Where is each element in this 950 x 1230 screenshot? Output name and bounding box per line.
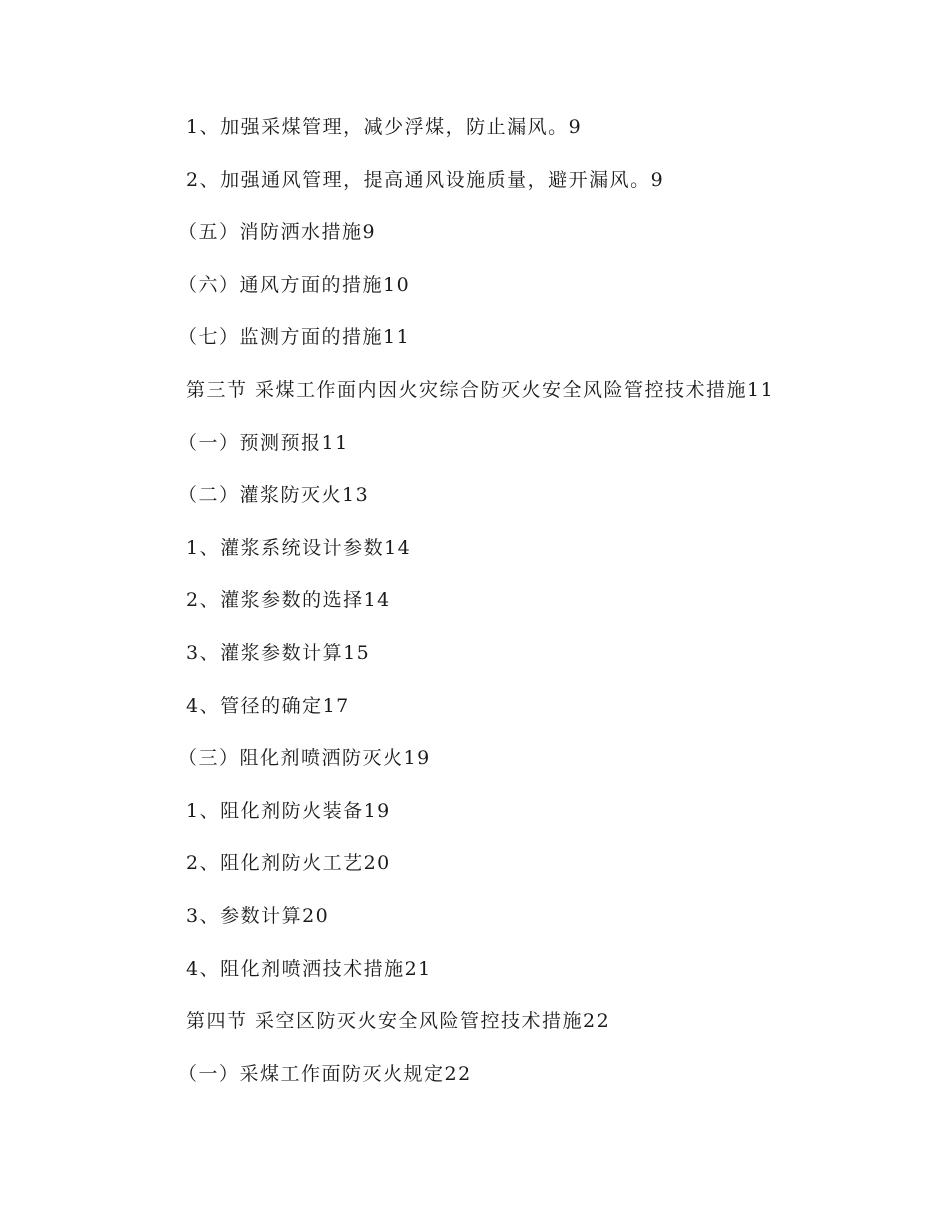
toc-entry: 2、灌浆参数的选择14 [186,589,391,612]
toc-section-heading: 第三节 采煤工作面内因火灾综合防灭火安全风险管控技术措施11 [186,378,775,401]
toc-entry: 1、加强采煤管理，减少浮煤，防止漏风。9 [186,116,583,138]
toc-entry: 3、参数计算20 [186,904,330,927]
toc-entry: 3、灌浆参数计算15 [186,641,371,664]
toc-entry: 1、灌浆系统设计参数14 [186,536,412,559]
toc-entry: （一）采煤工作面防灭火规定22 [178,1062,472,1085]
toc-entry: （二）灌浆防灭火13 [178,484,370,507]
toc-entry: （三）阻化剂喷洒防灭火19 [178,747,431,770]
toc-entry: 2、阻化剂防火工艺20 [186,852,391,875]
toc-entry: （一）预测预报11 [178,431,349,454]
toc-entry: （五）消防洒水措施9 [178,221,377,244]
toc-section-heading: 第四节 采空区防灭火安全风险管控技术措施22 [186,1010,611,1033]
toc-entry: 2、加强通风管理，提高通风设施质量，避开漏风。9 [186,168,665,191]
toc-entry: （六）通风方面的措施10 [178,273,411,296]
toc-entry: 4、阻化剂喷洒技术措施21 [186,957,432,980]
toc-entry: 4、管径的确定17 [186,694,350,717]
table-of-contents [178,108,906,1107]
toc-entry: （七）监测方面的措施11 [178,326,411,349]
toc-entry: 1、阻化剂防火装备19 [186,799,391,822]
